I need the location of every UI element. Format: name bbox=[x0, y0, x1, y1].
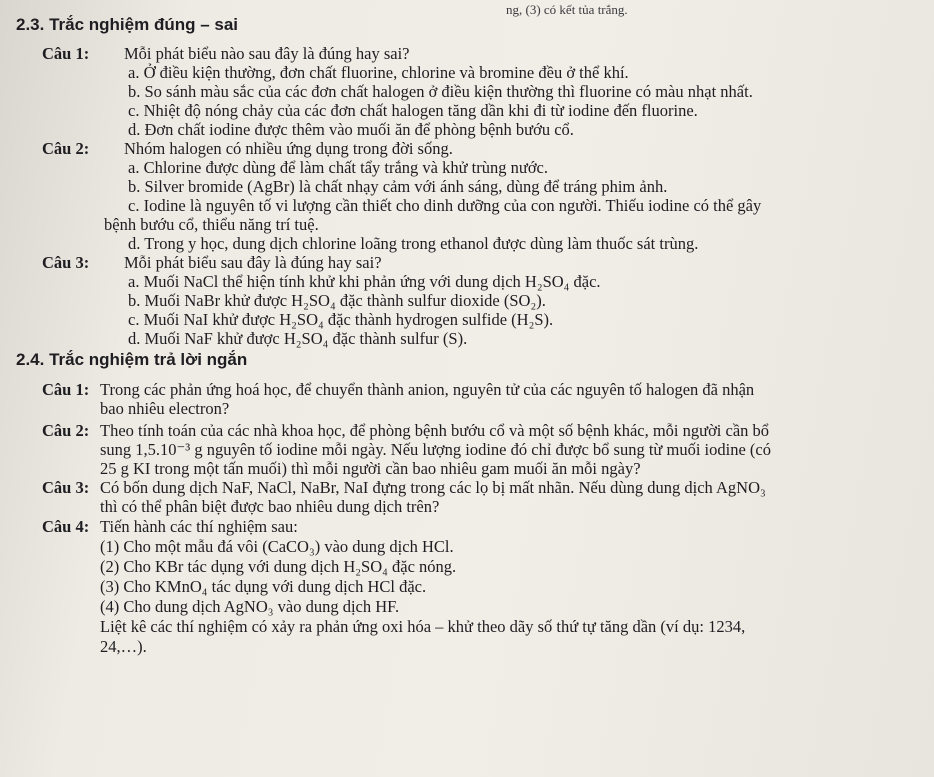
section-2-4-title: 2.4. Trắc nghiệm trả lời ngắn bbox=[16, 350, 248, 369]
s24-q3-line1 bbox=[42, 478, 766, 497]
s24-q2-line3: 25 g KI trong một tấn muối) thì mỗi người cần bao nhiêu gam muối ăn mỗi ngày? bbox=[100, 459, 641, 478]
s23-q2-label: Câu 2: bbox=[42, 139, 90, 158]
s23-q3-option-d: d. Muối NaF khử được H₂SO₄ đặc thành sulfur (S). bbox=[128, 329, 468, 348]
s23-q1-option-a: a. Ở điều kiện thường, đơn chất fluorine, chlorine và bromine đều ở thể khí. bbox=[128, 63, 629, 82]
s23-q2-stem: Nhóm halogen có nhiều ứng dụng trong đời sống. bbox=[124, 139, 453, 158]
s24-q2-line2: sung 1,5.10⁻³ g nguyên tố iodine mỗi ngày. Nếu lượng iodine đó chỉ được bổ sung từ muối iodine (có bbox=[100, 440, 771, 459]
s23-q2-option-c-line2: bệnh bướu cổ, thiểu năng trí tuệ. bbox=[104, 215, 319, 234]
s24-q4-line3: 24,…). bbox=[100, 637, 147, 656]
s24-q3-line2: thì có thể phân biệt được bao nhiêu dung dịch trên? bbox=[100, 497, 440, 516]
s23-q3-stem: Mỗi phát biểu sau đây là đúng hay sai? bbox=[124, 253, 382, 272]
s24-q1-line2: bao nhiêu electron? bbox=[100, 399, 230, 418]
s23-q1-stem: Mỗi phát biểu nào sau đây là đúng hay sai? bbox=[124, 44, 410, 63]
s23-q3-option-c: c. Muối NaI khử được H₂SO₄ đặc thành hydrogen sulfide (H₂S). bbox=[128, 310, 554, 329]
s23-q2-option-c-line1: c. Iodine là nguyên tố vi lượng cần thiết cho dinh dưỡng của con người. Thiếu iodine có thể gây bbox=[128, 196, 762, 215]
s23-q2-stem-line bbox=[42, 139, 453, 158]
s24-q4-line1 bbox=[42, 517, 298, 536]
s24-q4-text1: Tiến hành các thí nghiệm sau: bbox=[100, 517, 298, 536]
s24-q4-line2: Liệt kê các thí nghiệm có xảy ra phản ứng oxi hóa – khử theo dãy số thứ tự tăng dần (ví dụ: 1234, bbox=[100, 617, 746, 636]
s23-q2-option-d: d. Trong y học, dung dịch chlorine loãng trong ethanol được dùng làm thuốc sát trùng. bbox=[128, 234, 699, 253]
s24-q4-experiment-4: (4) Cho dung dịch AgNO₃ vào dung dịch HF. bbox=[100, 597, 400, 616]
s24-q2-label: Câu 2: bbox=[42, 421, 90, 440]
s23-q1-option-d: d. Đơn chất iodine được thêm vào muối ăn để phòng bệnh bướu cổ. bbox=[128, 120, 574, 139]
s24-q4-experiment-2: (2) Cho KBr tác dụng với dung dịch H₂SO₄ đặc nóng. bbox=[100, 557, 457, 576]
s24-q2-text1: Theo tính toán của các nhà khoa học, để phòng bệnh bướu cổ và một số bệnh khác, mỗi người cần bổ bbox=[100, 421, 770, 440]
s24-q4-experiment-3: (3) Cho KMnO₄ tác dụng với dung dịch HCl đặc. bbox=[100, 577, 427, 596]
s24-q1-text1: Trong các phản ứng hoá học, để chuyển thành anion, nguyên tử của các nguyên tố halogen đã nhận bbox=[100, 380, 755, 399]
s23-q2-option-a: a. Chlorine được dùng để làm chất tẩy trắng và khử trùng nước. bbox=[128, 158, 549, 177]
s24-q1-line1 bbox=[42, 380, 754, 399]
s23-q3-label: Câu 3: bbox=[42, 253, 90, 272]
s23-q1-option-c: c. Nhiệt độ nóng chảy của các đơn chất halogen tăng dần khi đi từ iodine đến fluorine. bbox=[128, 101, 698, 120]
s24-q3-text1: Có bốn dung dịch NaF, NaCl, NaBr, NaI đựng trong các lọ bị mất nhãn. Nếu dùng dung dịch AgNO₃ bbox=[100, 478, 766, 497]
s23-q1-stem-line bbox=[42, 44, 409, 63]
s23-q3-stem-line bbox=[42, 253, 382, 272]
s23-q2-option-b: b. Silver bromide (AgBr) là chất nhạy cảm với ánh sáng, dùng để tráng phim ảnh. bbox=[128, 177, 668, 196]
s24-q4-experiment-1: (1) Cho một mẫu đá vôi (CaCO₃) vào dung dịch HCl. bbox=[100, 537, 454, 556]
top-fragment-text: ng, (3) có kết tủa trắng. bbox=[506, 2, 628, 17]
section-2-3-title: 2.3. Trắc nghiệm đúng – sai bbox=[16, 15, 239, 34]
s24-q3-label: Câu 3: bbox=[42, 478, 90, 497]
s23-q3-option-b: b. Muối NaBr khử được H₂SO₄ đặc thành sulfur dioxide (SO₂). bbox=[128, 291, 546, 310]
s24-q2-line1 bbox=[42, 421, 769, 440]
s23-q1-option-b: b. So sánh màu sắc của các đơn chất halogen ở điều kiện thường thì fluorine có màu nhạt nhất. bbox=[128, 82, 753, 101]
s23-q3-option-a: a. Muối NaCl thể hiện tính khử khi phản ứng với dung dịch H₂SO₄ đặc. bbox=[128, 272, 601, 291]
s24-q4-label: Câu 4: bbox=[42, 517, 90, 536]
s23-q1-label: Câu 1: bbox=[42, 44, 90, 63]
s24-q1-label: Câu 1: bbox=[42, 380, 90, 399]
